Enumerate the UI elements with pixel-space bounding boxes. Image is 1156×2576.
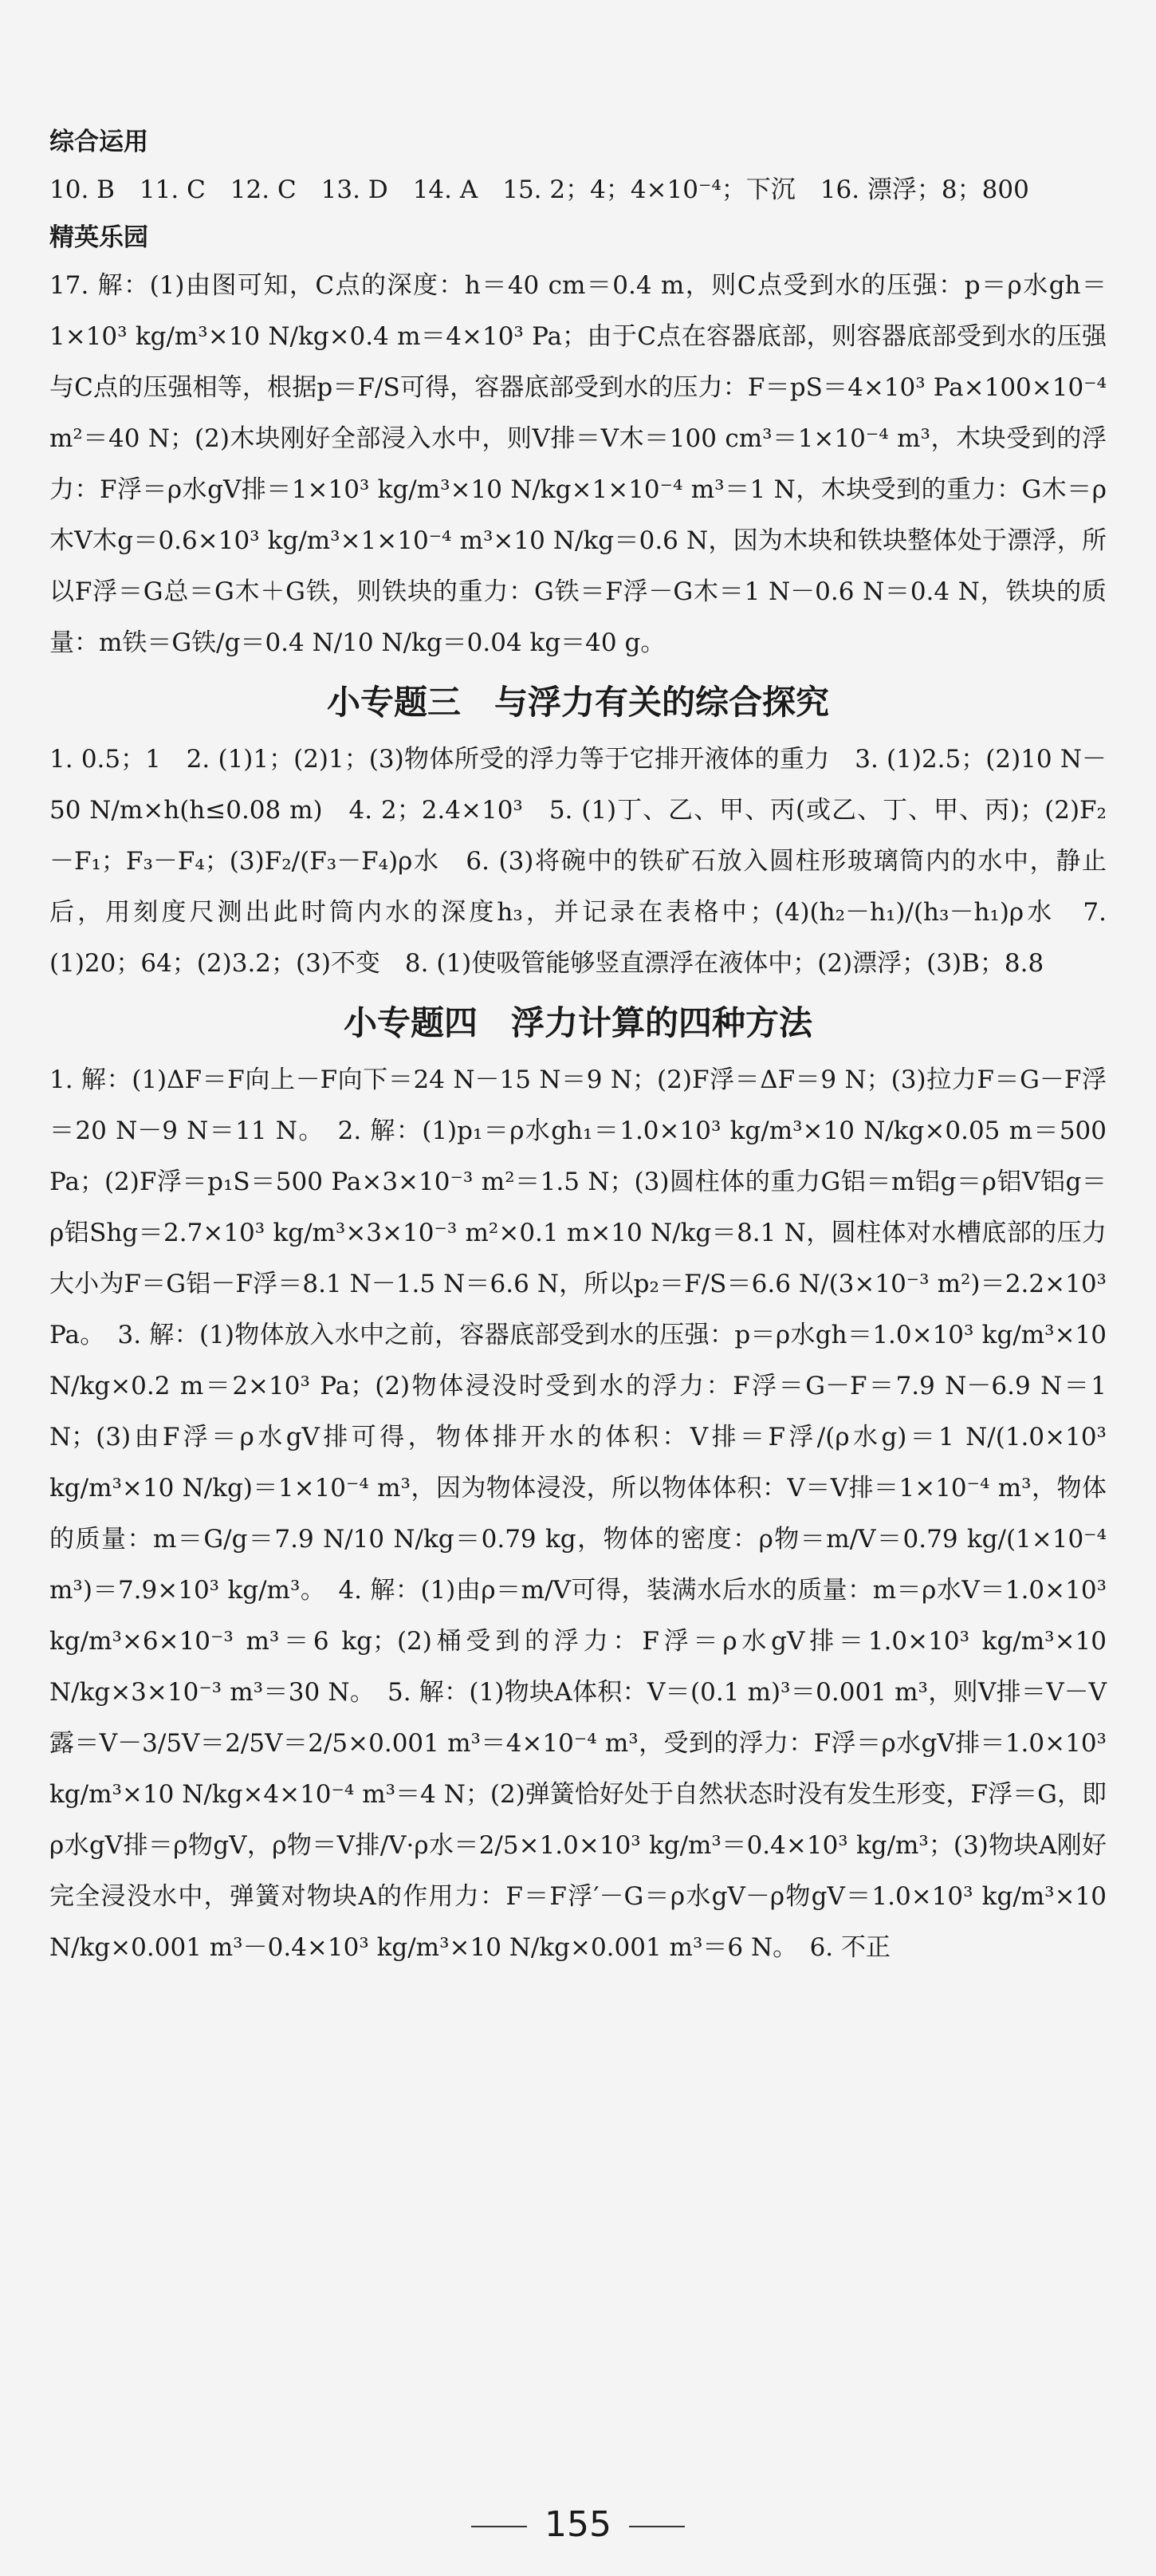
topic-four-answers: 1. 解：(1)ΔF＝F向上－F向下＝24 N－15 N＝9 N；(2)F浮＝ΔF＝9 N；(3)拉力F＝G－F浮＝20 N－9 N＝11 N。 2. 解：(1)p₁＝ρ水gh₁＝1.0×10³ kg/m³×10 N/kg×0.05 m＝500 Pa；(2)F浮＝p₁S＝500 Pa×3×10⁻³ m²＝1.5 N；(3)圆柱体的重力G铝＝m铝g＝ρ铝V铝g＝ρ铝Shg＝2.7×10³ kg/m³×3×10⁻³ m²×0.1 m×10 N/kg＝8.1 N，圆柱体对水槽底部的压力大小为F＝G铝－F浮＝8.1 N－1.5 N＝6.6 N，所以p₂＝F/S＝6.6 N/(3×10⁻³ m²)＝2.2×10³ Pa。 3. 解：(1)物体放入水中之前，容器底部受到水的压强：p＝ρ水gh＝1.0×10³ kg/m³×10 N/kg×0.2 m＝2×10³ Pa；(2)物体浸没时受到水的浮力：F浮＝G－F＝7.9 N－6.9 N＝1 N；(3)由F浮＝ρ水gV排可得，物体排开水的体积：V排＝F浮/(ρ水g)＝1 N/(1.0×10³ kg/m³×10 N/kg)＝1×10⁻⁴ m³，因为物体浸没，所以物体体积：V＝V排＝1×10⁻⁴ m³，物体的质量：m＝G/g＝7.9 N/10 N/kg＝0.79 kg，物体的密度：ρ物＝m/V＝0.79 kg/(1×10⁻⁴ m³)＝7.9×10³ kg/m³。 4. 解：(1)由ρ＝m/V可得，装满水后水的质量：m＝ρ水V＝1.0×10³ kg/m³×6×10⁻³ m³＝6 kg；(2)桶受到的浮力：F浮＝ρ水gV排＝1.0×10³ kg/m³×10 N/kg×3×10⁻³ m³＝30 N。 5. 解：(1)物块A体积：V＝(0.1 m)³＝0.001 m³，则V排＝V－V露＝V－3/5V＝2/5V＝2/5×0.001 m³＝4×10⁻⁴ m³，受到的浮力：F浮＝ρ水gV排＝1.0×10³ kg/m³×10 N/kg×4×10⁻⁴ m³＝4 N；(2)弹簧恰好处于自然状态时没有发生形变，F浮＝G，即ρ水gV排＝ρ物gV，ρ物＝V排/V·ρ水＝2/5×1.0×10³ kg/m³＝0.4×10³ kg/m³；(3)物块A刚好完全浸没水中，弹簧对物块A的作用力：F＝F浮′－G＝ρ水gV－ρ物gV＝1.0×10³ kg/m³×10 N/kg×0.001 m³－0.4×10³ kg/m³×10 N/kg×0.001 m³＝6 N。 6. 不正 bbox=[49, 1065, 1107, 1962]
topic-three-title: 小专题三 与浮力有关的综合探究 bbox=[326, 683, 829, 722]
page-number-text: 155 bbox=[545, 2504, 611, 2545]
page-number-dash-left bbox=[471, 2526, 527, 2527]
answer-17: 17. 解：(1)由图可知，C点的深度：h＝40 cm＝0.4 m，则C点受到水的压强：p＝ρ水gh＝1×10³ kg/m³×10 N/kg×0.4 m＝4×10³ Pa；由于C点在容器底部，则容器底部受到水的压强与C点的压强相等，根据p＝F/S可得，容器底部受到水的压力：F＝pS＝4×10³ Pa×100×10⁻⁴ m²＝40 N；(2)木块刚好全部浸入水中，则V排＝V木＝100 cm³＝1×10⁻⁴ m³，木块受到的浮力：F浮＝ρ水gV排＝1×10³ kg/m³×10 N/kg×1×10⁻⁴ m³＝1 N，木块受到的重力：G木＝ρ木V木g＝0.6×10³ kg/m³×1×10⁻⁴ m³×10 N/kg＝0.6 N，因为木块和铁块整体处于漂浮，所以F浮＝G总＝G木＋G铁，则铁块的重力：G铁＝F浮－G木＝1 N－0.6 N＝0.4 N，铁块的质量：m铁＝G铁/g＝0.4 N/10 N/kg＝0.04 kg＝40 g。 bbox=[49, 271, 1107, 657]
section-label-elite: 精英乐园 bbox=[49, 223, 148, 252]
topic-three-answers: 1. 0.5；1 2. (1)1；(2)1；(3)物体所受的浮力等于它排开液体的重力 3. (1)2.5；(2)10 N－50 N/m×h(h≤0.08 m) 4. 2；2.4×10³ 5. (1)丁、乙、甲、丙(或乙、丁、甲、丙)；(2)F₂－F₁；F₃－F₄；(3)F₂/(F₃－F₄)ρ水 6. (3)将碗中的铁矿石放入圆柱形玻璃筒内的水中，静止后，用刻度尺测出此时筒内水的深度h₃，并记录在表格中；(4)(h₂－h₁)/(h₃－h₁)ρ水 7. (1)20；64；(2)3.2；(3)不变 8. (1)使吸管能够竖直漂浮在液体中；(2)漂浮；(3)B；8.8 bbox=[49, 745, 1107, 978]
topic-four-title: 小专题四 浮力计算的四种方法 bbox=[343, 1003, 812, 1042]
answers-10-16: 10. B 11. C 12. C 13. D 14. A 15. 2；4；4×10⁻⁴；下沉 16. 漂浮；8；800 bbox=[49, 175, 1029, 204]
page-number-dash-right bbox=[629, 2526, 685, 2527]
page-number bbox=[0, 2504, 1156, 2545]
section-label-comprehensive: 综合运用 bbox=[49, 128, 148, 156]
